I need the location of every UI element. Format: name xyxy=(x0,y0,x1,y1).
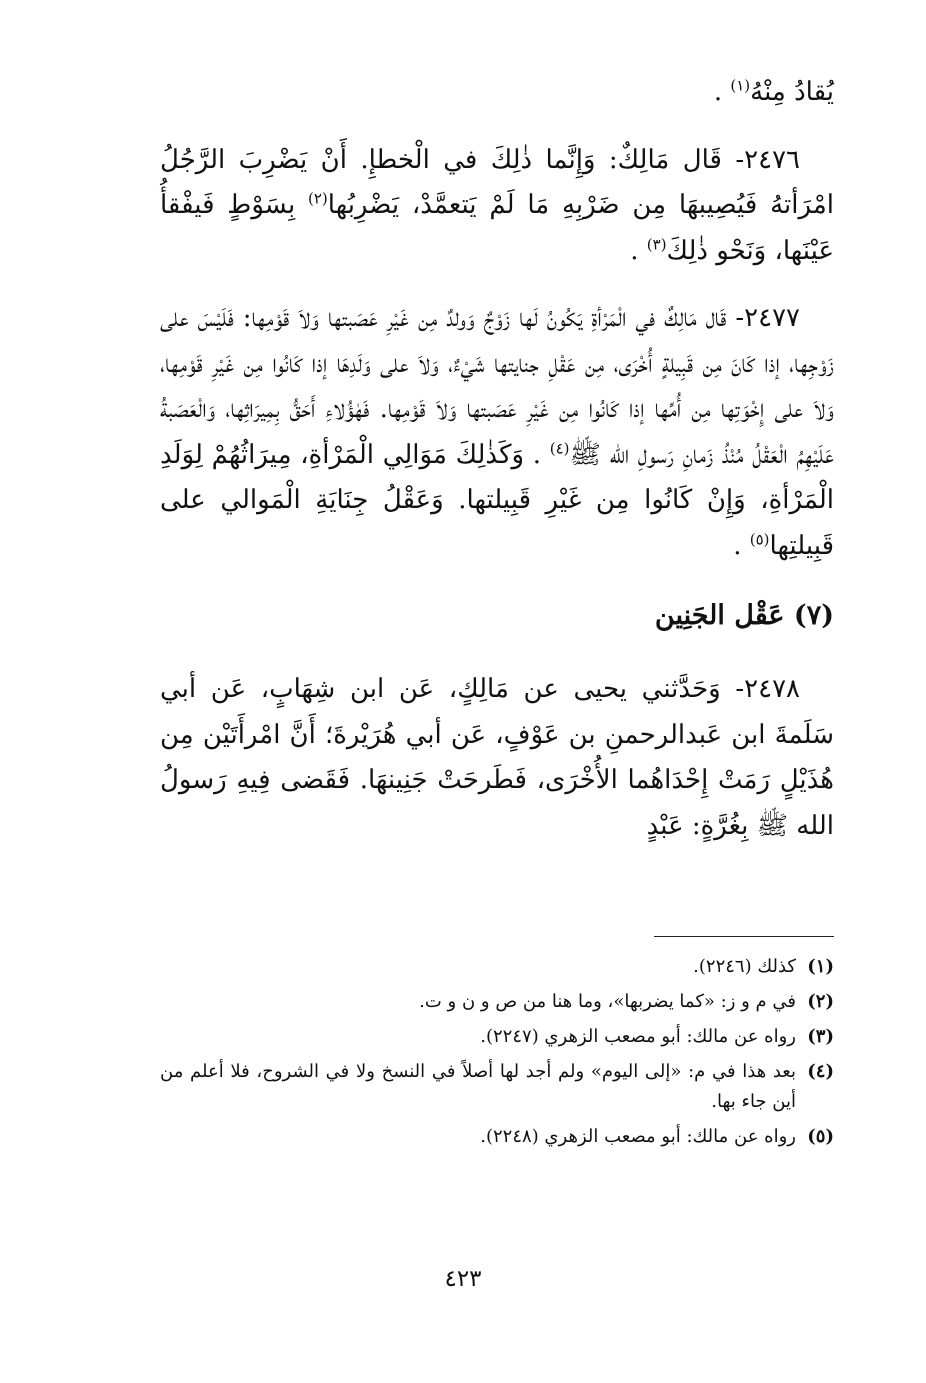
footnote-2 xyxy=(160,987,834,1017)
footnotes xyxy=(160,952,834,1157)
footnote-divider xyxy=(654,936,834,937)
paragraph-2476: ٢٤٧٦- قَال مَالِكٌ: وَإِنَّما ذٰلِكَ في الْخطإِ. أَنْ يَضْرِبَ الرَّجُلُ امْرَأتهُ فَيُصِيبهَا مِن ضَرْبِهِ مَا لَمْ يَتعمَّدْ، يَضْرِبُها$^{(٢)}$ بِسَوْطٍ فَيفْقأُ عَيْنَها، وَنَحْو ذٰلِكَ$^{(٣)}$ . xyxy=(160,144,835,266)
footnote-3 xyxy=(160,1022,834,1052)
footnote-text: في م و ز: «كما يضربها»، وما هنا من ص و ن و ت. xyxy=(419,991,796,1012)
footnote-text: رواه عن مالك: أبو مصعب الزهري (٢٢٤٨). xyxy=(480,1126,796,1147)
footnote-text: رواه عن مالك: أبو مصعب الزهري (٢٢٤٧). xyxy=(480,1026,796,1047)
paragraph-2478: ٢٤٧٨- وَحَدَّثني يحيى عن مَالِكٍ، عَن ابن شِهَابٍ، عَن أبي سَلَمةَ ابن عَبدالرحمنِ بن عَوْفٍ، عَن أبي هُرَيْرةَ؛ أَنَّ امْرأَتَيْن مِن هُذَيْلٍ رَمَتْ إِحْدَاهُما الأُخْرَى، فَطَرحَتْ جَنِينهَا. فَقَضى فِيهِ رَسولُ الله ﷺ بِغُرَّةٍ: عَبْدٍ xyxy=(160,674,834,841)
footnote-ref: (٤) xyxy=(549,438,570,457)
footnote-4 xyxy=(160,1057,834,1117)
footnote-ref: (٢) xyxy=(308,189,328,208)
footnote-text: بعد هذا في م: «إلى اليوم» ولم أجد لها أصلاً في النسخ ولا في الشروح، فلا أعلم من أين جاء بها. xyxy=(160,1061,796,1112)
footnote-number: (١) xyxy=(807,956,834,977)
footnote-number: (٤) xyxy=(807,1061,834,1082)
footnote-number: (٣) xyxy=(807,1026,834,1047)
footnote-1 xyxy=(160,952,834,982)
main-text xyxy=(160,70,834,871)
footnote-5 xyxy=(160,1122,834,1152)
footnote-number: (٥) xyxy=(807,1126,834,1147)
footnote-ref: (٥) xyxy=(749,529,770,548)
paragraph-2477: ٢٤٧٧- قَال مَالِكٌ في الْمَرْأةِ يَكُونُ لَها زَوْجٌ وَولدٌ مِن غَيْرِ عَصَبتها وَلاَ قَوْمِها: فَلَيْسَ على زَوْجِها، إذا كَانَ مِن قَبِيلةٍ أُخْرَى، مِن عَقْلِ جنايتها شَيْءٌ، وَلاَ على وَلَدِهَا إذا كَانُوا مِن غَيْرِ قَوْمِها، وَلاَ على إِخْوَتِها مِن أُمِّها إذا كَانُوا مِن غَيْرِ عَصَبتها وَلاَ قَوْمِها. فَهٰؤُلاءِ أَحَقُّ بِمِيرَاثِها، وَالْعَصَبةُ عَلَيْهِمُ الْعَقْلُ مُنْذُ زَمانِ رَسولِ الله ﷺ$^{(٤)}$ . وَكَذٰلِكَ مَوَالِي الْمَرْأةِ، مِيرَاثُهُمْ لِوَلَدِ الْمَرْأةِ، وَإِنْ كَانُوا مِن غَيْرِ قَبِيلتها. وَعَقْلُ جِنَايَةِ الْمَوالي على قَبِيلتِها$^{(٥)}$ . xyxy=(160,303,834,561)
paragraph-continuation: يُقادُ مِنْهُ$^{(١)}$ . xyxy=(713,76,834,107)
footnote-text: كذلك (٢٢٤٦). xyxy=(693,956,796,977)
footnote-ref: (١) xyxy=(730,76,751,95)
footnote-number: (٢) xyxy=(807,991,834,1012)
page-number: ٤٢٣ xyxy=(444,1266,482,1292)
section-heading: (٧) عَقْل الجَنِين xyxy=(654,600,834,631)
footnote-ref: (٣) xyxy=(646,234,667,253)
